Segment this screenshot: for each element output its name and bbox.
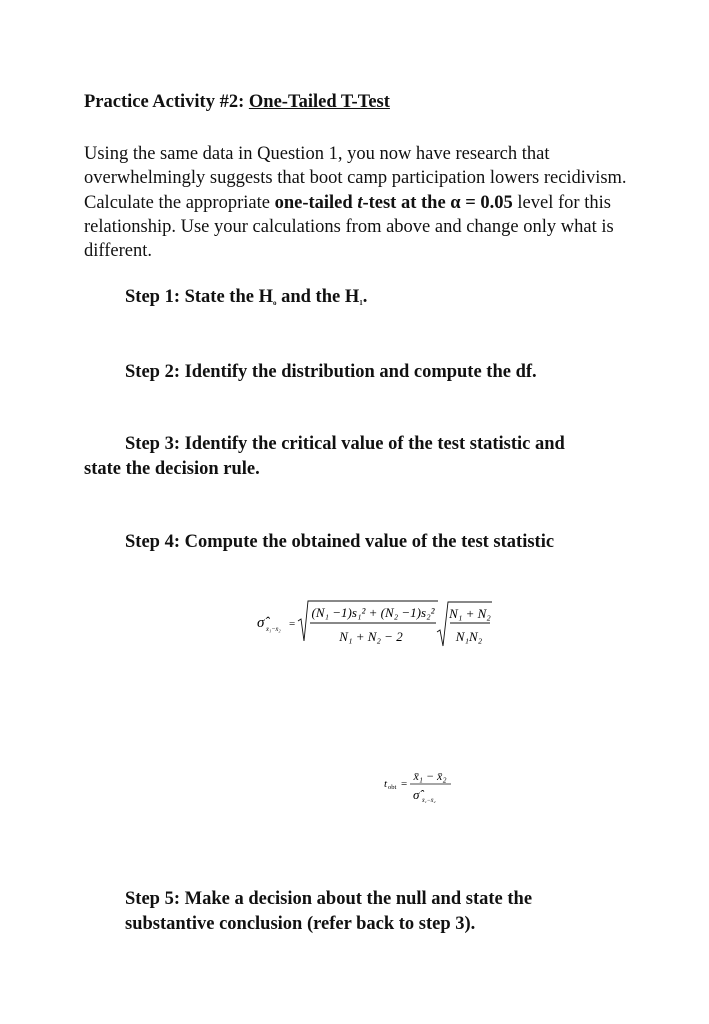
activity-title <box>84 92 390 113</box>
step-1-text-end: . <box>362 287 368 307</box>
sigma-hat-symbol: σ̂ <box>257 615 265 631</box>
step-5-line-2: substantive conclusion (refer back to step 3). <box>125 914 476 934</box>
instructions-paragraph <box>84 142 644 263</box>
size-denominator: N₁N₂ <box>455 629 483 644</box>
instructions-bold-t: t <box>357 192 363 213</box>
t-subscript: obt <box>388 784 397 791</box>
step-1-sub-alt: 1 <box>359 299 363 307</box>
instructions-bold-alpha: -test at the α = 0.05 <box>362 192 513 213</box>
instructions-bold-one-tailed: one-tailed <box>274 192 358 213</box>
title-topic: One-Tailed T-Test <box>248 92 390 112</box>
pooled-denominator: N₁ + N₂ − 2 <box>339 629 403 644</box>
step-3-line-1: Step 3: Identify the critical value of the test statistic and <box>125 434 565 454</box>
t-obtained-formula <box>0 756 709 806</box>
step-3-line-2: state the decision rule. <box>84 459 260 479</box>
step-5-line-1: Step 5: Make a decision about the null and state the <box>125 889 533 909</box>
equals-sign-2: = <box>401 778 408 790</box>
equals-sign-1: = <box>289 618 296 630</box>
instructions-text-end: level for this relationship. Use your calculations from above and change only what is different. <box>84 192 614 262</box>
t-numerator: x̄₁ − x̄₂ <box>413 769 447 783</box>
step-4: Step 4: Compute the obtained value of the test statistic <box>125 532 555 552</box>
step-1-text: Step 1: State the H <box>125 287 273 307</box>
pooled-numerator: (N₁ −1)s₁² + (N₂ −1)s₂² <box>311 605 435 620</box>
standard-error-formula <box>0 596 709 676</box>
step-1 <box>125 287 367 308</box>
step-2: Step 2: Identify the distribution and compute the df. <box>125 362 537 382</box>
size-numerator: N₁ + N₂ <box>449 606 491 621</box>
t-denominator-subscript: x̄₁−x̄₂ <box>422 798 436 804</box>
t-denominator-sigma: σ̂ <box>413 787 420 802</box>
step-1-sub-null: o <box>272 299 277 307</box>
title-prefix: Practice Activity #2: <box>84 92 249 112</box>
step-1-text-mid: and the H <box>276 287 360 307</box>
t-symbol: t <box>384 778 388 790</box>
sigma-subscript: x̄₁−x̄₂ <box>266 626 281 633</box>
instructions-text: Using the same data in Question 1, you now have research that overwhelmingly suggests that boot camp participation lowers recidivism. Calculate the appropriate <box>84 144 627 213</box>
